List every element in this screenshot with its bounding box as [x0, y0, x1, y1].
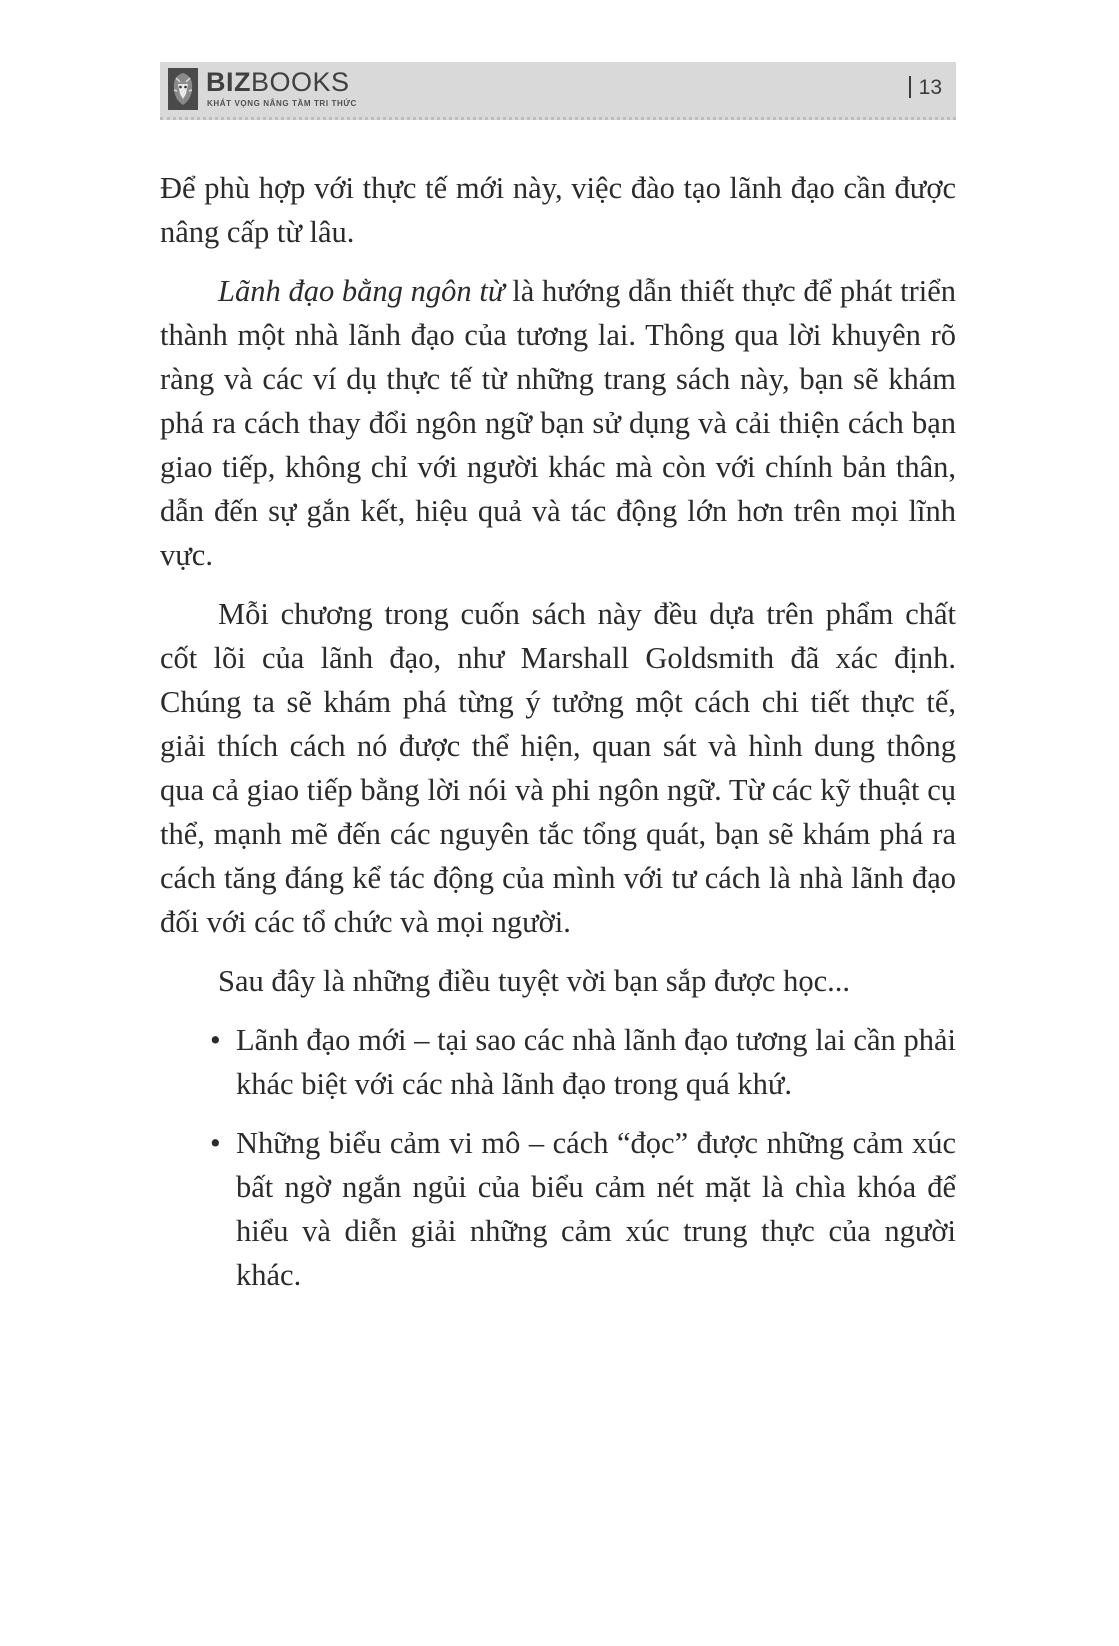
list-item: • Lãnh đạo mới – tại sao các nhà lãnh đạo tương lai cần phải khác biệt với các nhà lãnh đạo trong quá khứ. — [160, 1018, 956, 1106]
bullet-icon: • — [210, 1023, 221, 1057]
paragraph-2: Lãnh đạo bằng ngôn từ là hướng dẫn thiết thực để phát triển thành một nhà lãnh đạo của tương lai. Thông qua lời khuyên rõ ràng và các ví dụ thực tế từ những trang sách này, bạn sẽ khám phá ra cách thay đổi ngôn ngữ bạn sử dụng và cải thiện cách bạn giao tiếp, không chỉ với người khác mà còn với chính bản thân, dẫn đến sự gắn kết, hiệu quả và tác động lớn hơn trên mọi lĩnh vực. — [160, 274, 956, 572]
paragraph-1: Để phù hợp với thực tế mới này, việc đào tạo lãnh đạo cần được nâng cấp từ lâu. — [160, 171, 956, 249]
paragraph-4: Sau đây là những điều tuyệt vời bạn sắp được học... — [218, 964, 850, 998]
brand-tagline: KHÁT VỌNG NÂNG TẦM TRI THỨC — [207, 99, 357, 108]
page-body — [160, 166, 956, 1312]
bullet-icon: • — [210, 1126, 221, 1160]
bullet-list — [160, 1018, 956, 1297]
page-number-divider — [909, 76, 911, 98]
list-item: • Những biểu cảm vi mô – cách “đọc” được những cảm xúc bất ngờ ngắn ngủi của biểu cảm nét mặt là chìa khóa để hiểu và diễn giải những cảm xúc trung thực của người khác. — [160, 1121, 956, 1297]
page-header — [160, 62, 956, 120]
paragraph-3: Mỗi chương trong cuốn sách này đều dựa trên phẩm chất cốt lõi của lãnh đạo, như Marshall Goldsmith đã xác định. Chúng ta sẽ khám phá từng ý tưởng một cách chi tiết thực tế, giải thích cách nó được thể hiện, quan sát và hình dung thông qua cả giao tiếp bằng lời nói và phi ngôn ngữ. Từ các kỹ thuật cụ thể, mạnh mẽ đến các nguyên tắc tổng quát, bạn sẽ khám phá ra cách tăng đáng kể tác động của mình với tư cách là nhà lãnh đạo đối với các tổ chức và mọi người. — [160, 597, 956, 939]
book-title: Lãnh đạo bằng ngôn từ — [218, 274, 505, 308]
page-number: 13 — [909, 76, 942, 100]
bizbooks-lion-logo-icon — [168, 68, 198, 110]
brand-name: BIZBOOKS — [206, 67, 350, 97]
